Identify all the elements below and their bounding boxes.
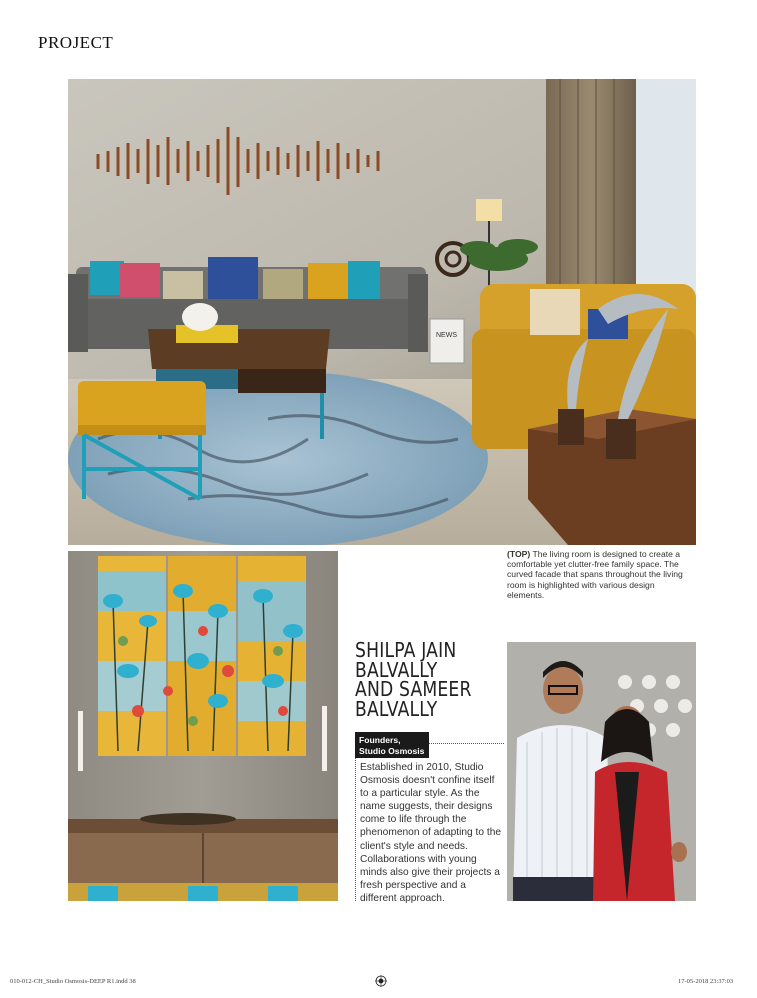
photo-caption	[507, 549, 685, 600]
lotus-painting-photo	[68, 551, 338, 901]
founders-name-heading	[355, 638, 484, 721]
registration-mark-icon	[375, 975, 387, 987]
news-bag-label: NEWS	[436, 332, 457, 339]
footer-file-info: 010-012-CH_Studio Osmosis-DEEP R1.indd 38	[10, 978, 136, 985]
name-line-3: AND SAMEER	[355, 677, 472, 701]
footer-timestamp: 17-05-2018 23:37:03	[678, 978, 734, 985]
name-line-1: SHILPA JAIN	[355, 638, 457, 662]
living-room-photo	[68, 79, 696, 545]
founders-role-box	[355, 732, 429, 758]
role-line-1: Founders,	[359, 735, 401, 745]
caption-text: The living room is designed to create a comfortable yet clutter-free family space. The curved facade that spans throughout the living room is highlighted with various design elements.	[507, 549, 683, 600]
name-line-2: BALVALLY	[355, 657, 438, 682]
dotted-rule-vertical	[355, 758, 356, 901]
caption-lead: (TOP)	[507, 549, 531, 559]
role-line-2: Studio Osmosis	[359, 745, 425, 756]
founders-portrait-photo	[507, 642, 696, 901]
section-label: PROJECT	[38, 33, 114, 52]
dotted-rule-horizontal	[429, 743, 504, 744]
founders-bio: Established in 2010, Studio Osmosis doesn't confine itself to a particular style. As the name suggests, their designs come to life through the phenomenon of adapting to the client's style and needs. Collaborations with young minds also give their projects a fresh perspective and a different approach.	[360, 762, 502, 904]
name-line-4: BALVALLY	[355, 696, 438, 721]
